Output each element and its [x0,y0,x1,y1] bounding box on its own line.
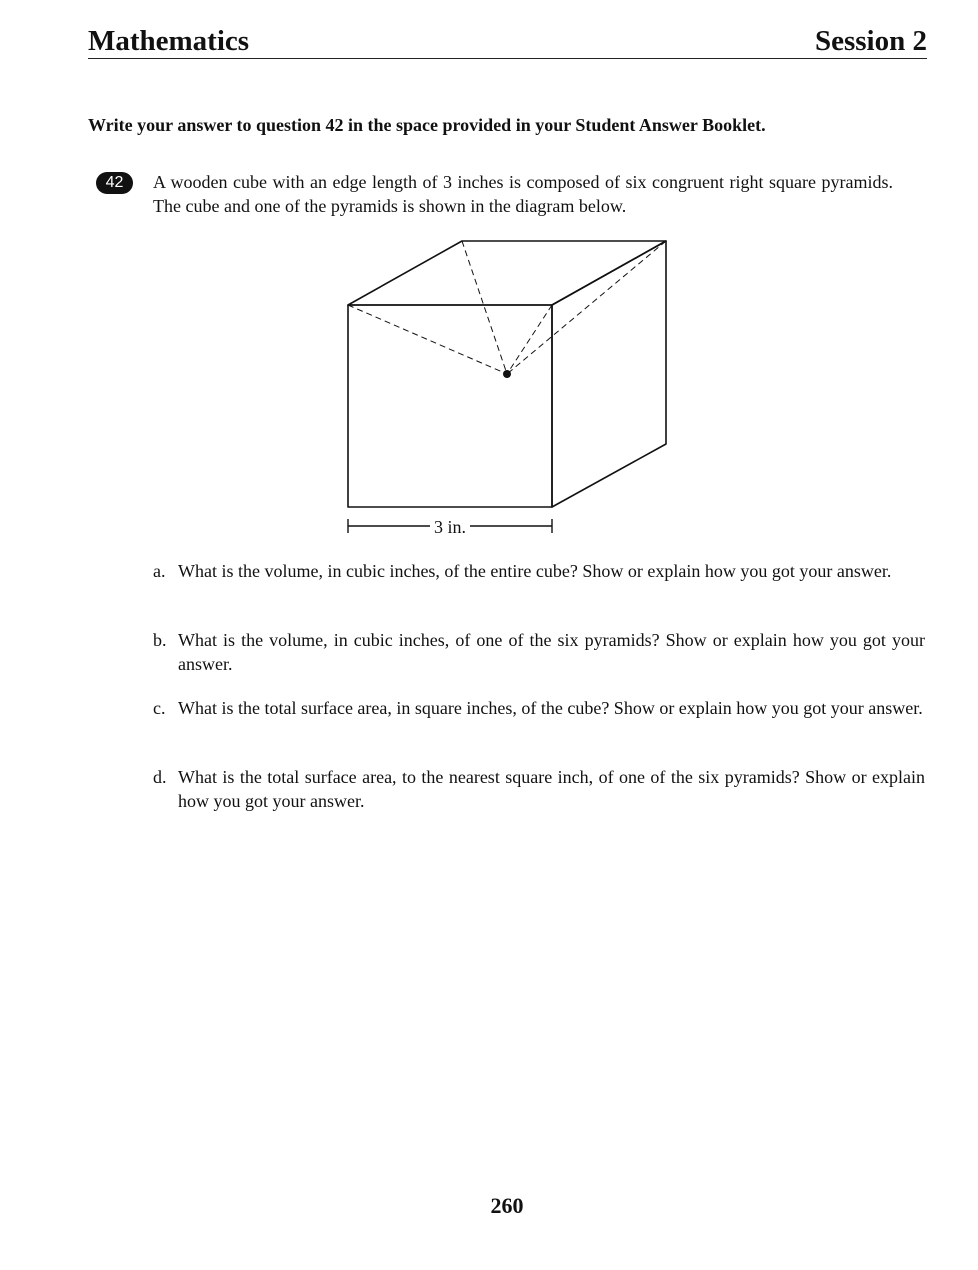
pyramid-edge [507,241,666,374]
page-number: 260 [490,1193,524,1218]
cube-center-point [503,370,511,378]
part-text: What is the volume, in cubic inches, of the entire cube? Show or explain how you got your answer. [178,561,892,581]
part-letter: b. [153,630,167,650]
pyramid-dashed-edges [348,241,666,374]
part-text: What is the total surface area, to the nearest square inch, of one of the six pyramids? Show or explain how you got your answer. [178,767,925,811]
pyramid-edge [462,241,507,374]
session-title: Session 2 [814,25,927,57]
question-part-d [153,765,925,813]
question-part-a [153,559,925,607]
cube-right-face [552,241,666,507]
part-letter: c. [153,698,166,718]
pyramid-edge [348,305,507,374]
instruction-text: Write your answer to question 42 in the space provided in your Student Answer Booklet. [88,115,766,135]
part-letter: a. [153,561,166,581]
question-stem: A wooden cube with an edge length of 3 inches is composed of six congruent right square pyramids. The cube and one of the pyramids is shown in the diagram below. [153,172,893,216]
part-letter: d. [153,767,167,787]
question-number-badge: 42 [96,172,133,194]
edge-length-label: 3 in. [430,516,470,538]
cube-front-face [348,305,552,507]
cube-top-face [348,241,666,305]
pyramid-edge [507,305,552,374]
cube-diagram [0,0,978,560]
subject-title: Mathematics [88,25,250,57]
part-text: What is the total surface area, in square inches, of the cube? Show or explain how you got your answer. [178,698,923,718]
question-part-c [153,696,925,744]
question-part-b [153,628,925,676]
part-text: What is the volume, in cubic inches, of one of the six pyramids? Show or explain how you got your answer. [178,630,925,674]
